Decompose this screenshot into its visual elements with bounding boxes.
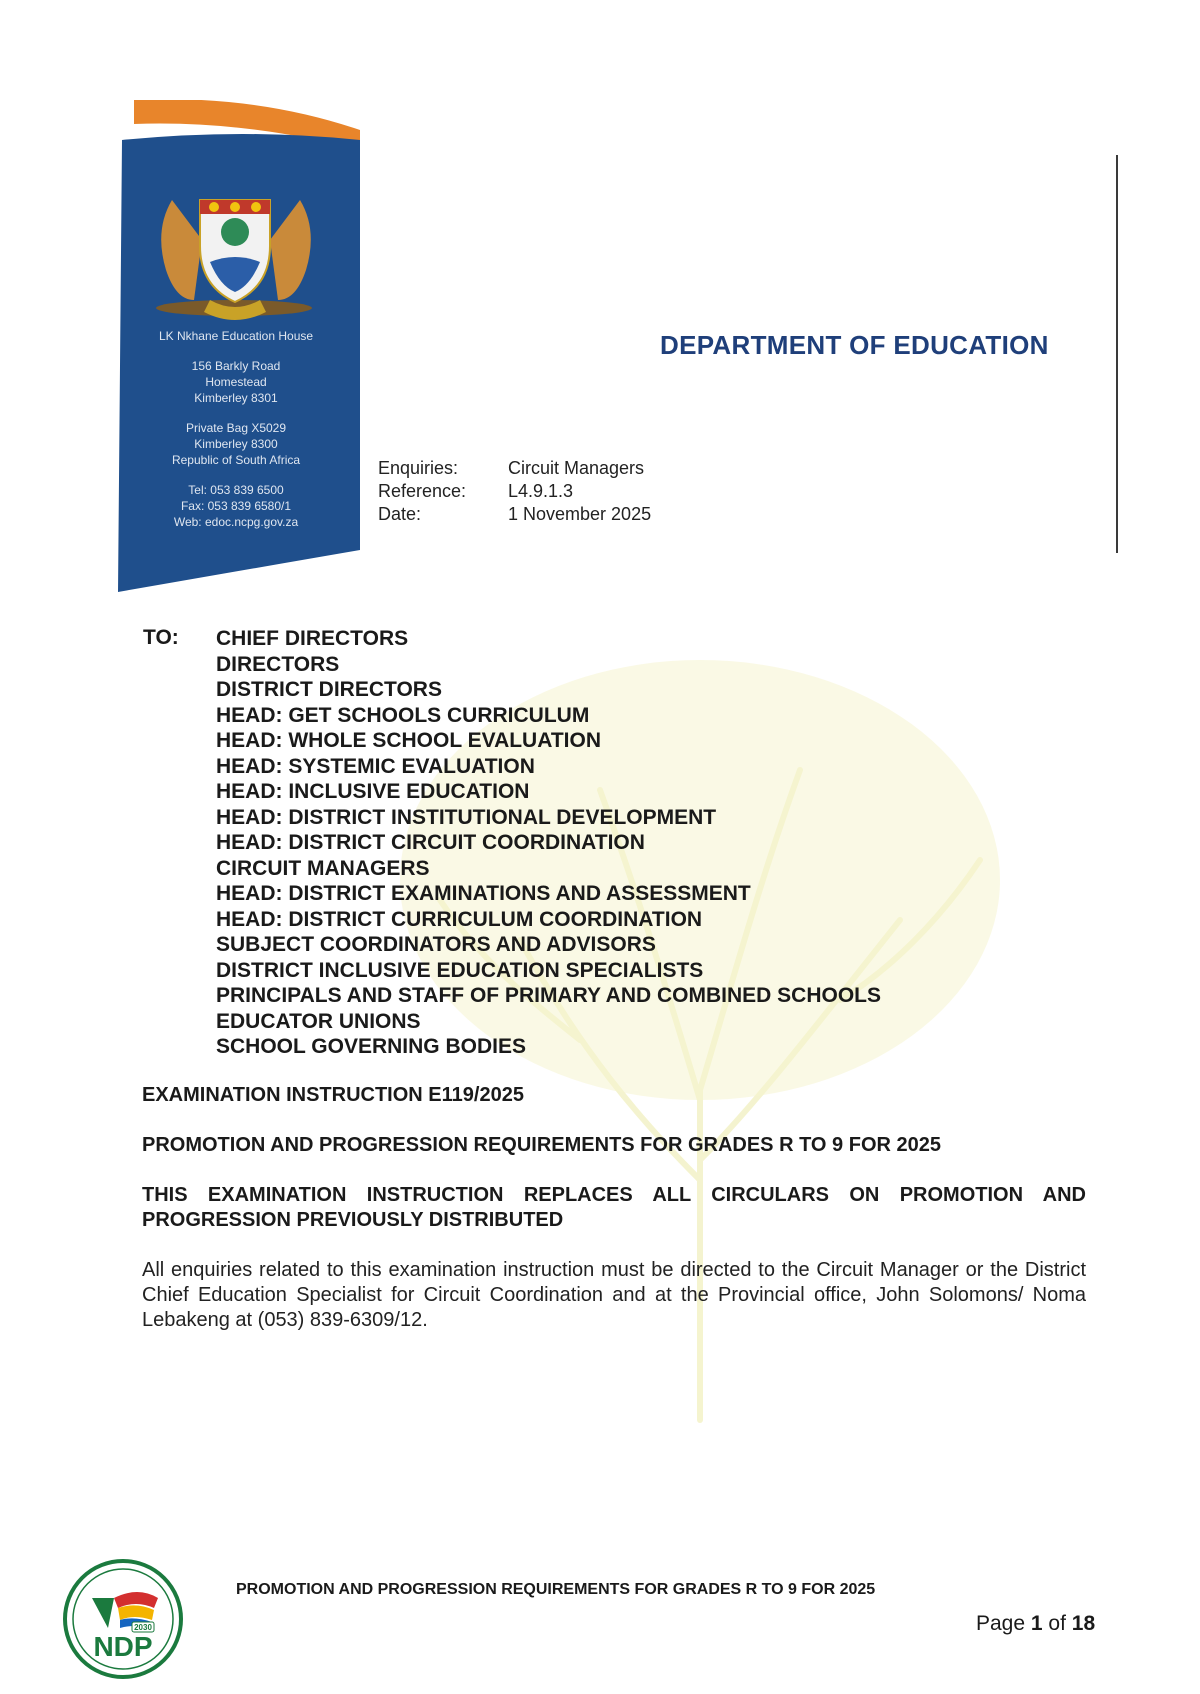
letterhead-postal-line: Republic of South Africa	[171, 453, 301, 467]
ndp-2030-logo	[62, 1558, 184, 1680]
letterhead-postal-line: Private Bag X5029	[185, 421, 287, 435]
recipient-item: EDUCATOR UNIONS	[216, 1009, 421, 1033]
letterhead-building: LK Nkhane Education House	[158, 329, 314, 343]
instruction-subject: PROMOTION AND PROGRESSION REQUIREMENTS FOR GRADES R TO 9 FOR 2025	[142, 1134, 941, 1156]
recipient-item: DIRECTORS	[216, 652, 340, 676]
recipient-item: HEAD: DISTRICT INSTITUTIONAL DEVELOPMENT	[216, 805, 717, 829]
recipient-list	[216, 626, 881, 1060]
letterhead-street-line: Kimberley 8301	[194, 391, 278, 405]
recipient-item: CIRCUIT MANAGERS	[216, 856, 430, 880]
letterhead-contact-line: Fax: 053 839 6580/1	[180, 499, 292, 513]
letterhead-address	[118, 328, 354, 544]
reference-row	[378, 480, 651, 503]
date-value: 1 November 2025	[508, 504, 652, 524]
recipient-item: HEAD: DISTRICT CURRICULUM COORDINATION	[216, 907, 703, 931]
recipient-item: HEAD: INCLUSIVE EDUCATION	[216, 780, 530, 803]
recipient-item: HEAD: GET SCHOOLS CURRICULUM	[216, 703, 590, 727]
enquiries-label: Enquiries:	[378, 458, 459, 478]
reference-block	[378, 457, 651, 526]
page-current: 1	[1030, 1612, 1043, 1635]
recipient-item: PRINCIPALS AND STAFF OF PRIMARY AND COMBINED SCHOOLS	[216, 984, 882, 1007]
letterhead-contact-line: Web: edoc.ncpg.gov.za	[173, 515, 299, 529]
recipient-item: SCHOOL GOVERNING BODIES	[216, 1035, 526, 1058]
page-total: 18	[1071, 1612, 1096, 1635]
letterhead-street-line: 156 Barkly Road	[191, 359, 281, 373]
date-label: Date:	[378, 504, 422, 524]
page-number	[976, 1612, 1095, 1636]
letterhead-postal-line: Kimberley 8300	[194, 437, 278, 451]
enquiries-paragraph: All enquiries related to this examination instruction must be directed to the Circuit Manager or the District Chief Education Specialist for Circuit Coordination and at the Provincial office, John Solomons/ Noma Lebakeng at (053) 839-6309/12.	[142, 1259, 1086, 1331]
ndp-logo-text: NDP	[93, 1631, 153, 1662]
recipient-item: HEAD: DISTRICT CIRCUIT COORDINATION	[216, 831, 645, 854]
enquiries-row	[378, 457, 651, 480]
page-prefix: Page	[976, 1612, 1031, 1635]
footer-title: PROMOTION AND PROGRESSION REQUIREMENTS FOR GRADES R TO 9 FOR 2025	[236, 1581, 876, 1598]
right-margin-rule	[1116, 155, 1118, 553]
enquiries-value: Circuit Managers	[508, 458, 645, 478]
recipient-item: HEAD: DISTRICT EXAMINATIONS AND ASSESSMENT	[216, 882, 751, 905]
recipient-item: HEAD: WHOLE SCHOOL EVALUATION	[216, 729, 601, 752]
letterhead-contact-line: Tel: 053 839 6500	[188, 483, 284, 497]
page-of: of	[1042, 1612, 1072, 1635]
department-title: DEPARTMENT OF EDUCATION	[660, 330, 1049, 360]
instruction-replaces-notice: THIS EXAMINATION INSTRUCTION REPLACES ALL CIRCULARS ON PROMOTION AND PROGRESSION PREVIOUSLY DISTRIBUTED	[142, 1184, 1086, 1231]
reference-value: L4.9.1.3	[508, 481, 574, 501]
recipient-item: SUBJECT COORDINATORS AND ADVISORS	[216, 933, 656, 956]
reference-label: Reference:	[378, 481, 467, 501]
recipient-item: DISTRICT INCLUSIVE EDUCATION SPECIALISTS	[216, 958, 704, 982]
instruction-number: EXAMINATION INSTRUCTION E119/2025	[142, 1084, 524, 1106]
date-row	[378, 503, 651, 526]
ndp-logo-year: 2030	[134, 1623, 152, 1632]
recipient-item: DISTRICT DIRECTORS	[216, 678, 442, 701]
letterhead-street-line: Homestead	[205, 375, 267, 389]
recipient-item: CHIEF DIRECTORS	[216, 627, 409, 650]
to-label: TO:	[143, 626, 179, 649]
recipient-item: HEAD: SYSTEMIC EVALUATION	[216, 754, 535, 778]
